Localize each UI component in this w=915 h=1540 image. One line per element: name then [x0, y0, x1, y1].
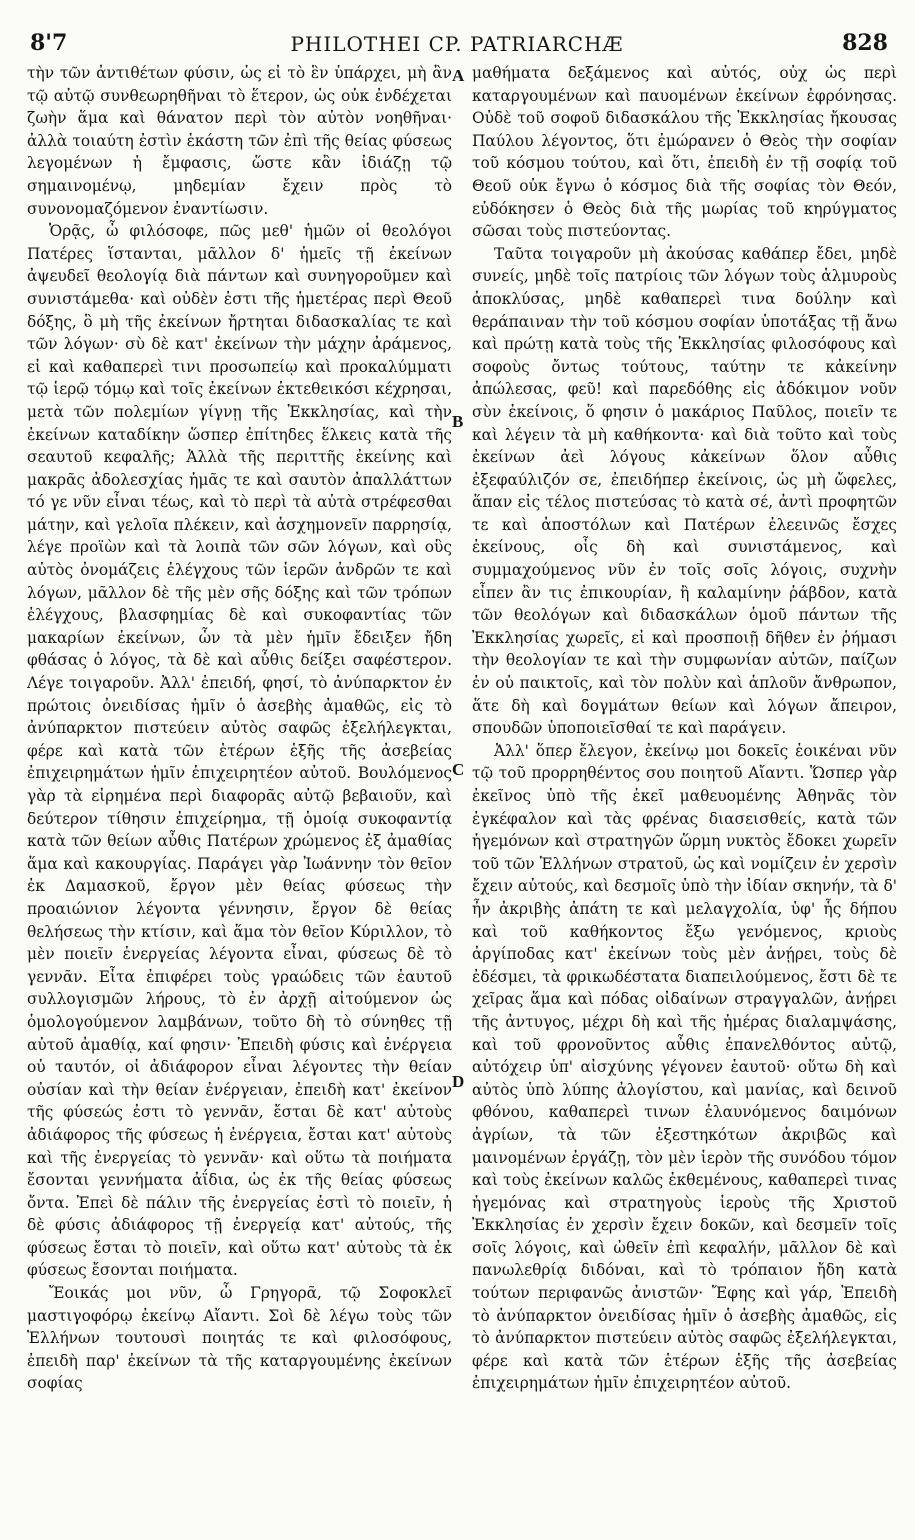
paragraph: Ὁρᾷς, ὦ φιλόσοφε, πῶς μεθ' ἡμῶν οἱ θεολόγοι Πατέρες ἵστανται, μᾶλλον δ' ἡμεῖς τῇ ἐκείνων ἀψευδεῖ θεολογίᾳ διὰ πάντων καὶ συνηγοροῦμεν καὶ συνιστάμεθα· καὶ οὐδὲν ἐστι τῆς ἡμετέρας περὶ Θεοῦ δόξης, ὃ μὴ τῆς ἐκείνων ἤρτηται διδασκαλίας τε καὶ τῶν λόγων· σὺ δὲ κατ' ἐκείνων τὴν μάχην ἀράμενος, εἰ καὶ καθαπερεὶ τινι προσωπείῳ καὶ προκαλύμματι τῷ ἱερῷ τόμῳ καὶ τοῖς ἐκείνων ἐκτεθεικόσι κέχρησαι, μετὰ τῶν πολεμίων γίγνῃ τῆς Ἐκκλησίας, καὶ τὴν ἐκείνων καταδίκην ὥσπερ ἐπίτηδες ἕλκεις κατὰ τῆς σεαυτοῦ κεφαλῆς; Ἀλλὰ τῆς περιττῆς ἐκείνης καὶ μακρᾶς ἀδολεσχίας ἡμᾶς τε καὶ σαυτὸν ἀπαλλάττων τό γε νῦν εἶναι τέως, καὶ τὸ περὶ τὰ αὐτὰ στρέφεσθαι μάτην, καὶ γελοῖα πλέκειν, καὶ ἀσχημονεῖν παρρησίᾳ, λέγε προϊὼν καὶ τὰ λοιπὰ τῶν σῶν λόγων, καὶ οὓς αὐτὸς ὀνομάζεις ἐλέγχους τῶν ἱερῶν ἀνδρῶν τε καὶ λόγων, μᾶλλον δὲ τῆς μὲν σῆς δόξης καὶ τῶν τρόπων ἐλέγχους, βλασφημίας δὲ καὶ συκοφαντίας τῶν μακαρίων ἐκείνων, ὧν τὰ μὲν ἡμῖν ἔδειξεν ἤδη φθάσας ὁ λόγος, τὰ δὲ καὶ αὖθις δείξει σαφέστερον. Λέγε τοιγαροῦν. Ἀλλ' ἐπειδή, φησί, τὸ ἀνύπαρκτον ἐν πρώτοις ὀνειδίσας ἡμῖν ὁ ἀσεβὴς ἀμαθῶς, εἰς τὸ ἀνύπαρκτον πιστεύειν αὐτὸς σαφῶς ἐξελήλεγκται, φέρε καὶ κατὰ τῶν ἑτέρων ἑξῆς τῆς ἀσεβείας ἐπιχειρημάτων ἡμῖν ἐπιχειρητέον αὐτοῦ. Βουλόμενος γὰρ τὰ εἰρημένα περὶ διαφορᾶς αὐτῷ βεβαιοῦν, καὶ δεύτερον τίθησιν ἐπιχείρημα, τῇ ὁμοίᾳ συκοφαντίᾳ κατὰ τῶν θείων αὖθις Πατέρων χρώμενος ἐξ ἀμαθίας ἅμα καὶ κακουργίας. Παράγει γὰρ Ἰωάννην τὸν θεῖον ἐκ Δαμασκοῦ, ἔργον μὲν θείας φύσεως τὴν προαιώνιον λέγοντα γέννησιν, ἔργον δὲ θείας θελήσεως τὴν κτίσιν, καὶ ἅμα τὸν θεῖον Κύριλλον, τὸ μὲν ποιεῖν ἐνεργείας λέγοντα εἶναι, φύσεως δὲ τὸ γεννᾶν. Εἶτα ἐπιφέρει τοὺς γραώδεις τῶν ἑαυτοῦ συλλογισμῶν λήρους, τὸ ἐν ἀρχῇ αἰτούμενον ὡς ὁμολογούμενον λαμβάνων, τοῦτο δὴ τὸ σύνηθες τῇ αὐτοῦ ἀμαθίᾳ, καί φησιν· Ἐπειδὴ φύσις καὶ ἐνέργεια οὐ ταυτόν, οἱ ἀδιάφορον εἶναι λέγοντες τὴν θείαν οὐσίαν καὶ τὴν θείαν ἐνέργειαν, ἐπειδὴ κατ' ἐκείνον τῆς φύσεώς ἐστι τὸ γεννᾶν, ἔσται δὲ κατ' αὐτοὺς ἀδιάφορος τῆς φύσεως ἡ ἐνέργεια, ἔσται κατ' αὐτοὺς καὶ τῆς ἐνεργείας τὸ γεννᾶν· καὶ οὕτω τὰ ποιήματα ἔσονται γεννήματα ἀΐδια, ὡς ἐκ τῆς θείας φύσεως ὄντα. Ἐπεὶ δὲ πάλιν τῆς ἐνεργείας ἐστὶ τὸ ποιεῖν, ἡ δὲ φύσις ἀδιάφορος τῇ ἐνεργείᾳ κατ' αὐτούς, τῆς φύσεως ἔσται τὸ ποιεῖν, καὶ οὕτω κατ' αὐτοὺς τὰ ἐκ φύσεως ἔσονται ποιήματα. [27, 222, 452, 1280]
page-header [22, 26, 892, 62]
left-column-number: 8'7 [30, 30, 68, 56]
right-column-number: 828 [842, 30, 888, 56]
margin-marker-b: B [452, 412, 464, 431]
paragraph: μαθήματα δεξάμενος καὶ αὐτός, οὐχ ὡς περὶ καταργουμένων καὶ παυομένων ἐκείνων ἐφρόνησας. Οὐδὲ τοῦ σοφοῦ διδασκάλου τῆς Ἐκκλησίας ἤκουσας Παύλου λέγοντος, ὅτι ἐμώρανεν ὁ Θεὸς τὴν σοφίαν τοῦ κόσμου τούτου, καὶ ὅτι, ἐπειδὴ ἐν τῇ σοφίᾳ τοῦ Θεοῦ οὐκ ἔγνω ὁ κόσμος διὰ τῆς σοφίας τὸν Θεόν, εὐδόκησεν ὁ Θεὸς διὰ τῆς μωρίας τοῦ κηρύγματος σῶσαι τοὺς πιστεύοντας. [472, 64, 897, 241]
paragraph: Ἔοικάς μοι νῦν, ὦ Γρηγορᾶ, τῷ Σοφοκλεῖ μαστιγοφόρῳ ἐκείνῳ Αἴαντι. Σοὶ δὲ λέγω τοὺς τῶν Ἑλλήνων τουτουσὶ ποιητάς τε καὶ φιλοσόφους, ἐπειδὴ παρ' ἐκείνων τὰ τῆς καταργουμένης ἐκείνων σοφίας [27, 1284, 452, 1393]
paragraph: τὴν τῶν ἀντιθέτων φύσιν, ὡς εἰ τὸ ἓν ὑπάρχει, μὴ ἂν τῷ αὐτῷ συνθεωρηθῆναι τὸ ἕτερον, ὡς οὐκ ἐνδέχεται ζωὴν ἅμα καὶ θάνατον περὶ τὸν αὐτὸν νοηθῆναι· ἀλλὰ τοιαύτη ἐστὶν ἑκάστη τῶν ἐπὶ τῆς θείας φύσεως λεγομένων ἡ ἔμφασις, ὥστε κἂν ἰδιάζῃ τῷ σημαινομένῳ, μηδεμίαν ἔχειν πρὸς τὸ συνονομαζόμενον ἐναντίωσιν. [27, 64, 452, 218]
margin-marker-a: A [452, 66, 465, 85]
right-column [472, 62, 897, 1527]
paragraph: Ἀλλ' ὅπερ ἔλεγον, ἐκείνῳ μοι δοκεῖς ἐοικέναι νῦν τῷ τοῦ προρρηθέντος σου ποιητοῦ Αἴαντι. Ὥσπερ γὰρ ἐκεῖνος ὑπὸ τῆς ἐκεῖ μαθευομένης Ἀθηνᾶς τὸν ἐγκέφαλον καὶ τὰς φρένας διασεισθείς, κατὰ τῶν ἡγεμόνων καὶ στρατηγῶν ὥρμη νυκτὸς ἔδοκει χωρεῖν τοῦ τῶν Ἑλλήνων στρατοῦ, ὡς καὶ νομίζειν ἐν χερσὶν ἔχειν αὐτούς, καὶ δεσμοῖς ὑπὸ τὴν ἰδίαν σκηνήν, τὰ δ' ἦν ἀκριβὴς ἀπάτη τε καὶ μελαγχολία, ὑφ' ἧς δήπου καὶ τοῦ καθήκοντος ἔξω γενόμενος, κριοὺς ἀργίποδας κατ' ἐκείνων τοὺς μὲν ἀνῄρει, τοὺς δὲ ἐδέσμει, τὰ φρικωδέστατα διαπειλούμενος, ἔστι δὲ τε χεῖρας ἅμα καὶ πόδας οἰδαίνων στραγγαλῶν, ἀνῄρει τῆς ἀντυγος, μέχρι δὴ καὶ τῆς ἡμέρας διαλαμψάσης, καὶ τοῦ φρονοῦντος αὖθις ἐπανελθόντος αὐτῷ, αὐτόχειρ ὑπ' αἰσχύνης γέγονεν ἑαυτοῦ· οὕτω δὴ καὶ αὐτὸς ὑπὸ λύπης ἀλογίστου, καὶ μανίας, καὶ δεινοῦ φθόνου, καθαπερεὶ τινων ἐλαυνόμενος δαιμόνων ἀγρίων, τὰ τῶν ἐξεστηκότων ἀκριβῶς καὶ μαινομένων ἐργάζῃ, τὸν μὲν ἱερὸν τῆς συνόδου τόμον καὶ τοὺς ἐκείνων καλῶς ἐκθεμένους, καθαπερεὶ τινας ἡγεμόνας καὶ στρατηγοὺς ἱεροὺς τῆς Χριστοῦ Ἐκκλησίας ἐν χερσὶν ἔχειν δοκῶν, καὶ δεσμεῖν τοῖς σοῖς λόγοις, καὶ ὠθεῖν ἐπὶ κεφαλήν, μᾶλλον δὲ καὶ πανωλεθρίᾳ διδόναι, καὶ τὸ τρόπαιον ἤδη κατὰ τούτων περιφανῶς ἀνιστῶν· Ἔφης καὶ γάρ, Ἐπειδὴ τὸ ἀνύπαρκτον ὀνειδίσας ἡμῖν ὁ ἀσεβὴς ἀμαθῶς, εἰς τὸ ἀνύπαρκτον πιστεύειν αὐτὸς σαφῶς ἐξελήλεγκται, φέρε καὶ κατὰ τῶν ἑτέρων ἑξῆς τῆς ἀσεβείας ἐπιχειρημάτων ἡμῖν ἐπιχειρητέον αὐτοῦ. [472, 741, 897, 1393]
left-column [27, 62, 452, 1527]
running-title: PHILOTHEI CP. PATRIARCHÆ [290, 32, 624, 56]
paragraph: Ταῦτα τοιγαροῦν μὴ ἀκούσας καθάπερ ἔδει, μηδὲ συνείς, μηδὲ τοῖς πατρίοις τῶν λόγων τοὺς ἁλμυροὺς ἀποκλύσας, μηδὲ καθαπερεὶ τινα δούλην καὶ θεράπαιναν τὴν τοῦ κόσμου σοφίαν ὑποτάξας τῇ ἄνω καὶ πρώτῃ κατὰ τοὺς τῆς Ἐκκλησίας φιλοσόφους καὶ σοφοὺς ὄντως τούτους, ταύτην τε κἀκείνην ἀπώλεσας, φεῦ! καὶ παρεδόθης εἰς ἀδόκιμον νοῦν σὺν ἐκείνοις, ὅ φησιν ὁ μακάριος Παῦλος, ποιεῖν τε καὶ λέγειν τὰ μὴ καθήκοντα· καὶ διὰ τοῦτο καὶ τοὺς ἐκείνων ἀεὶ λόγους κἀκείνων ὅλον αὖθις ἐξεφαύλιζόν σε, ἐπειδήπερ ἐκείνοις, ὡς μὴ ὤφελες, ἅπαν εἰς τέλος πιστεύσας τὸ κατὰ σέ, ἀντὶ προφητῶν τε καὶ ἀποστόλων καὶ Πατέρων ἐλεεινῶς ἔσχες ἐκείνους, οἷς δὴ καὶ συνιστάμενος, καὶ συμμαχούμενος νῦν ἐν τοῖς σοῖς λόγοις, συχνὴν εἶπεν ἂν τις ἐπικουρίαν, ἢ καλαμίνην ῥάβδον, κατὰ τῶν θεολόγων καὶ διδασκάλων ὁμοῦ πάντων τῆς Ἐκκλησίας χωρεῖς, εἰ καὶ προσποιῇ δῆθεν ἐν ῥήμασι τὴν θεολογίαν τε καὶ τὴν συμφωνίαν αὐτῶν, παίζων ἐν οὐ παικτοῖς, καὶ τὸν πολὺν καὶ ἁπλοῦν ἄνθρωπον, ἅτε δὴ καὶ δογμάτων θείων καὶ λόγων ἄπειρον, σπουδῶν ὑποποιεῖσθαί τε καὶ παράγειν. [472, 244, 897, 738]
margin-marker-d: D [452, 1072, 465, 1091]
margin-marker-c: C [452, 760, 465, 779]
